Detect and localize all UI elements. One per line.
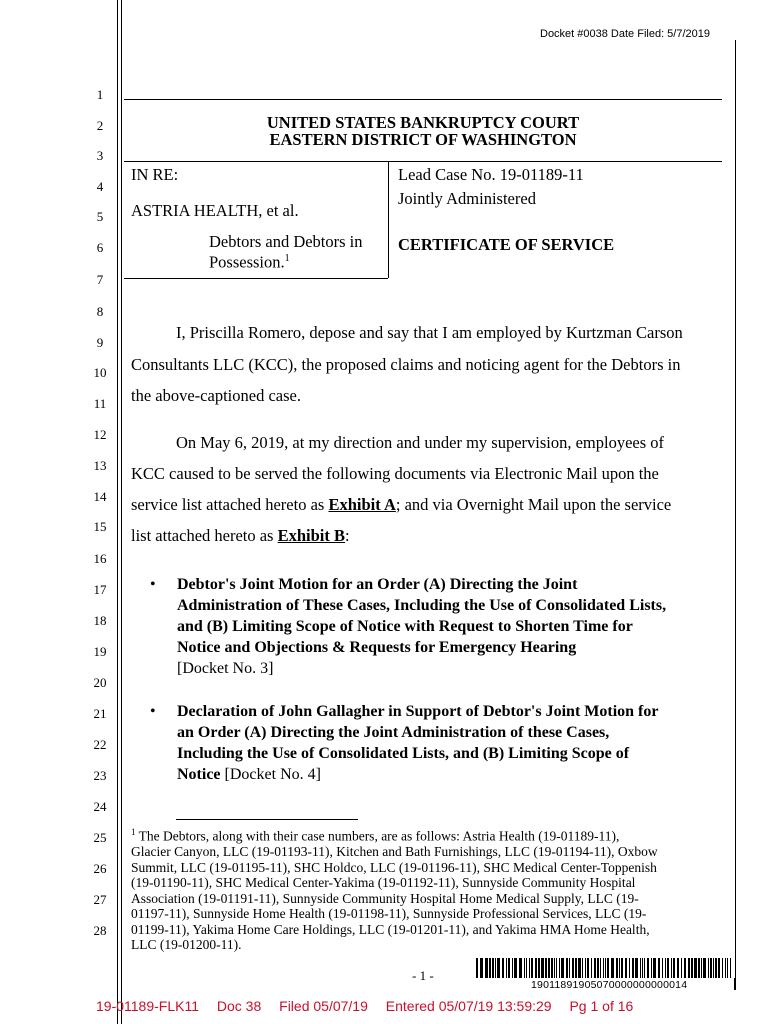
debtors-role-line-2 [209, 250, 363, 271]
line-number: 11 [93, 396, 107, 411]
line-number: 14 [93, 489, 107, 504]
header-rule [124, 99, 722, 100]
line-number: 10 [93, 365, 107, 380]
footnote-line: (19-01190-11), SHC Medical Center-Yakima (19-01192-11), Sunnyside Community Hospital [131, 875, 636, 890]
line-number: 1 [96, 87, 104, 102]
bullet-item [150, 574, 720, 679]
line-number: 24 [93, 799, 107, 814]
footnote-reference: 1 [284, 253, 290, 264]
line-number: 18 [93, 613, 107, 628]
document-title: CERTIFICATE OF SERVICE [398, 235, 615, 254]
bullet-line: Declaration of John Gallagher in Support of Debtor's Joint Motion for [177, 703, 659, 720]
text: ; and via Overnight Mail upon the service [395, 495, 672, 514]
text: The Debtors, along with their case numbers, are as follows: Astria Health (19-01189-11), [135, 828, 620, 844]
filing-stamp [96, 998, 633, 1014]
lead-case-number: Lead Case No. 19-01189-11 [398, 165, 584, 184]
line-number: 6 [96, 240, 104, 255]
text: : [345, 526, 350, 545]
caption-in-re: IN RE: [131, 165, 179, 184]
caption-debtor: ASTRIA HEALTH, et al. [131, 201, 299, 220]
paragraph-1-line-3: the above-captioned case. [131, 386, 301, 405]
bullet-marker: • [150, 703, 156, 720]
margin-rule-right [735, 40, 736, 990]
barcode-number: 19011891905070000000000014 [531, 979, 688, 991]
line-number: 12 [93, 427, 107, 442]
bullet-item [150, 701, 720, 785]
stamp-page: Pg 1 of 16 [569, 998, 634, 1014]
paragraph-1-line-2: Consultants LLC (KCC), the proposed claims and noticing agent for the Debtors in [131, 355, 681, 374]
court-name: UNITED STATES BANKRUPTCY COURT [266, 113, 580, 132]
footnote-separator [176, 819, 358, 820]
line-number: 22 [93, 737, 107, 752]
page-number: - 1 - [412, 968, 434, 983]
stamp-doc: Doc 38 [216, 998, 262, 1014]
margin-rule-left-inner [121, 0, 122, 1024]
stamp-filed: Filed 05/07/19 [279, 998, 368, 1014]
caption-debtors-role [209, 233, 363, 271]
stamp-case-number: 19-01189-FLK11 [96, 998, 199, 1014]
barcode-end-mark [734, 978, 735, 990]
paragraph-2-line-4 [131, 526, 350, 546]
bullet-line: and (B) Limiting Scope of Notice with Request to Shorten Time for [177, 618, 633, 635]
caption-top-rule [124, 161, 722, 162]
debtors-role-text: Possession. [209, 252, 285, 272]
line-number: 16 [93, 551, 107, 566]
footnote-marker: 1 [131, 827, 136, 837]
bold-text: Notice [177, 766, 221, 783]
line-number: 13 [93, 458, 107, 473]
line-number: 27 [93, 892, 107, 907]
exhibit-a-reference: Exhibit A [328, 495, 396, 514]
paragraph-2-line-1: On May 6, 2019, at my direction and under my supervision, employees of [176, 433, 665, 452]
footnote-line: 01199-11), Yakima Home Care Holdings, LLC (19-01201-11), and Yakima HMA Home Health, [131, 921, 650, 937]
bullet-marker: • [150, 576, 156, 593]
debtors-role-line-1: Debtors and Debtors in [209, 232, 363, 251]
court-heading [124, 114, 722, 148]
text: service list attached hereto as [131, 495, 329, 514]
caption-bottom-rule [124, 278, 388, 279]
stamp-entered: Entered 05/07/19 13:59:29 [385, 998, 552, 1014]
footnote [131, 825, 731, 953]
paragraph-2-line-2: KCC caused to be served the following documents via Electronic Mail upon the [131, 464, 659, 483]
footnote-line: 01197-11), Sunnyside Home Health (19-01198-11), Sunnyside Professional Services, LLC (19- [131, 906, 647, 921]
line-number: 15 [93, 519, 107, 534]
line-number: 8 [96, 304, 104, 319]
bullet-line: [Docket No. 3] [177, 660, 274, 677]
line-number: 17 [93, 582, 107, 597]
line-number: 3 [96, 148, 104, 163]
line-number: 20 [93, 675, 107, 690]
line-number: 21 [93, 706, 107, 721]
line-number: 5 [96, 209, 104, 224]
bullet-line: Administration of These Cases, Including the Use of Consolidated Lists, [177, 597, 667, 614]
jointly-administered: Jointly Administered [398, 189, 536, 208]
barcode-image [476, 958, 734, 980]
court-district: EASTERN DISTRICT OF WASHINGTON [269, 130, 577, 149]
docket-stamp: Docket #0038 Date Filed: 5/7/2019 [540, 28, 711, 40]
bullet-line [177, 764, 720, 785]
line-number: 25 [93, 830, 107, 845]
bullet-line: Debtor's Joint Motion for an Order (A) Directing the Joint [177, 576, 578, 593]
paragraph-2-line-3 [131, 495, 671, 515]
line-number: 7 [96, 272, 104, 287]
line-number: 19 [93, 644, 107, 659]
bullet-line: an Order (A) Directing the Joint Administration of these Cases, [177, 724, 610, 741]
line-number: 26 [93, 861, 107, 876]
line-number: 4 [96, 179, 104, 194]
footnote-line: Summit, LLC (19-01195-11), SHC Holdco, LLC (19-01196-11), SHC Medical Center-Toppenish [131, 859, 657, 875]
footnote-line: LLC (19-01200-11). [131, 937, 242, 952]
footnote-line: Glacier Canyon, LLC (19-01193-11), Kitchen and Bath Furnishings, LLC (19-01194-11), Oxbow [131, 844, 658, 859]
text: [Docket No. 4] [220, 766, 321, 783]
line-number: 28 [93, 923, 107, 938]
footnote-line: Association (19-01191-11), Sunnyside Community Hospital Home Medical Supply, LLC (19- [131, 890, 639, 906]
bullet-line: Including the Use of Consolidated Lists, and (B) Limiting Scope of [177, 745, 630, 762]
line-number: 2 [96, 118, 104, 133]
caption-divider [388, 161, 389, 278]
line-number: 9 [96, 335, 104, 350]
line-number: 23 [93, 768, 107, 783]
bullet-line: Notice and Objections & Requests for Emergency Hearing [177, 639, 577, 656]
footnote-line [131, 825, 731, 844]
paragraph-1-line-1: I, Priscilla Romero, depose and say that I am employed by Kurtzman Carson [176, 323, 683, 342]
margin-rule-left-outer [117, 0, 118, 1024]
text: list attached hereto as [131, 526, 278, 545]
exhibit-b-reference: Exhibit B [277, 526, 346, 545]
